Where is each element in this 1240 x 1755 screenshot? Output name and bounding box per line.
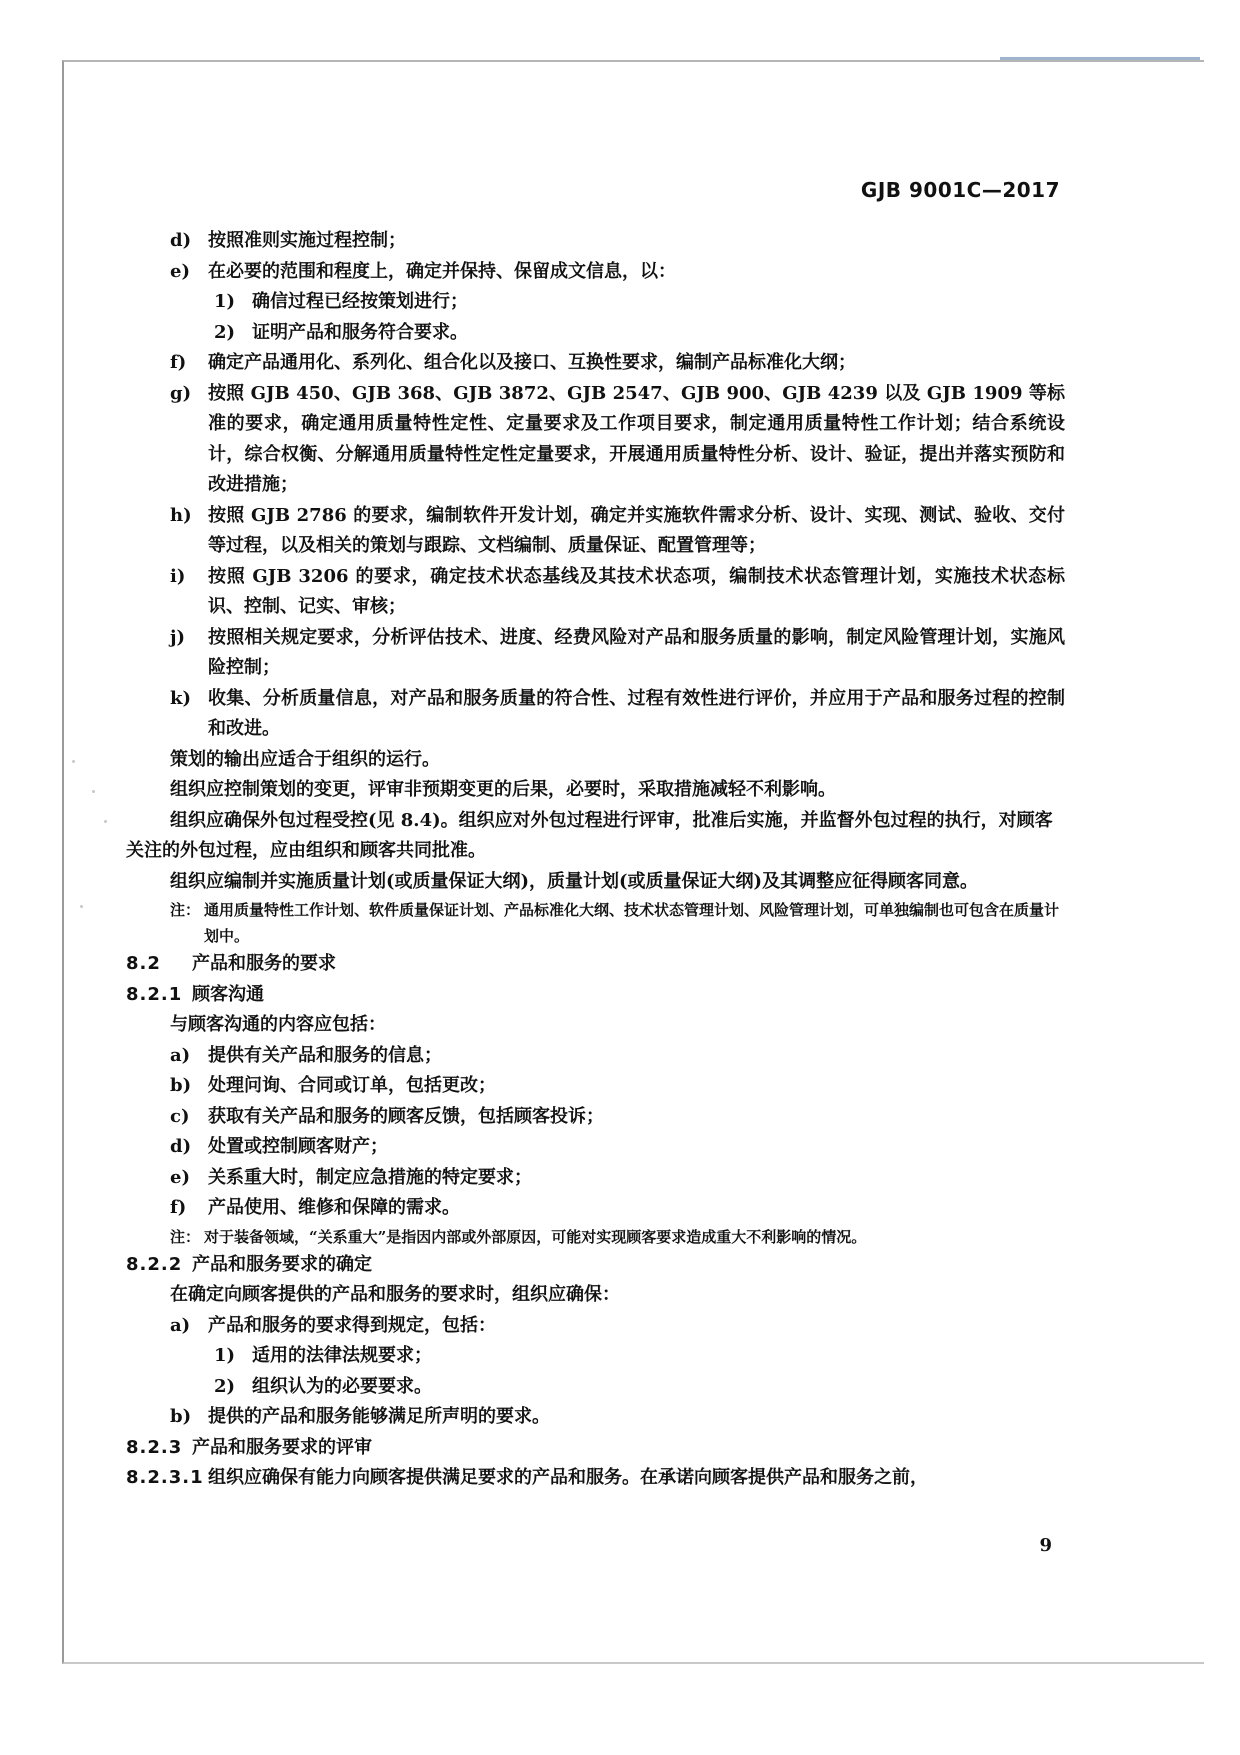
list-text: 处置或控制顾客财产； — [208, 1136, 388, 1157]
list-label: f) — [170, 352, 187, 373]
list-label: e) — [170, 260, 190, 282]
list-item — [170, 1193, 1065, 1224]
section-number: 8.2.3 — [126, 1436, 183, 1458]
list-label: b) — [170, 1406, 192, 1427]
list-label: 2) — [214, 321, 236, 343]
paragraph: 与顾客沟通的内容应包括： — [170, 1014, 386, 1035]
document-body — [126, 226, 1065, 1494]
list-item — [170, 1071, 1065, 1102]
list-item — [170, 1041, 1065, 1072]
note — [126, 897, 1065, 949]
section-heading — [126, 1463, 1065, 1494]
list-label: d) — [170, 230, 192, 251]
section-title: 产品和服务要求的确定 — [192, 1253, 372, 1275]
list-label: 1) — [214, 291, 236, 312]
sub-list-item — [170, 1372, 1065, 1403]
note-label: 注： — [170, 1227, 201, 1246]
list-label: 2) — [214, 1375, 236, 1397]
list-label: b) — [170, 1075, 192, 1096]
section-number: 8.2.3.1 — [126, 1467, 204, 1488]
list-item — [170, 562, 1065, 623]
paragraph: 策划的输出应适合于组织的运行。 — [170, 748, 440, 770]
section-number: 8.2.2 — [126, 1253, 183, 1275]
list-item — [170, 684, 1065, 745]
list-text: 按照 GJB 3206 的要求，确定技术状态基线及其技术状态项，编制技术状态管理计划，实施技术状态标识、控制、记实、审核； — [208, 565, 1065, 617]
list-text: 在必要的范围和程度上，确定并保持、保留成文信息，以： — [208, 260, 676, 282]
list-item — [170, 1102, 1065, 1133]
section-title: 产品和服务要求的评审 — [192, 1436, 372, 1458]
document-code: GJB 9001C—2017 — [860, 178, 1060, 202]
note — [126, 1224, 1065, 1250]
list-text: 处理问询、合同或订单，包括更改； — [208, 1075, 496, 1096]
list-item — [170, 257, 1065, 288]
top-edge-accent — [1000, 57, 1200, 60]
list-label: d) — [170, 1136, 192, 1157]
scan-speck — [92, 790, 95, 793]
list-label: c) — [170, 1105, 190, 1127]
section-number: 8.2 — [126, 953, 161, 974]
list-label: a) — [170, 1044, 191, 1066]
list-text: 按照相关规定要求，分析评估技术、进度、经费风险对产品和服务质量的影响，制定风险管理计划，实施风险控制； — [208, 626, 1065, 678]
list-item — [170, 1311, 1065, 1342]
list-text: 获取有关产品和服务的顾客反馈，包括顾客投诉； — [208, 1105, 604, 1127]
section-number: 8.2.1 — [126, 983, 183, 1005]
list-text: 确定产品通用化、系列化、组合化以及接口、互换性要求，编制产品标准化大纲； — [208, 352, 856, 373]
note-label: 注： — [170, 901, 201, 919]
note-text: 通用质量特性工作计划、软件质量保证计划、产品标准化大纲、技术状态管理计划、风险管理计划，可单独编制也可包含在质量计划中。 — [204, 901, 1060, 945]
note-text: 对于装备领域，“关系重大”是指因内部或外部原因，可能对实现顾客要求造成重大不利影响的情况。 — [204, 1227, 867, 1246]
paragraph: 组织应编制并实施质量计划(或质量保证大纲)，质量计划(或质量保证大纲)及其调整应征得顾客同意。 — [170, 870, 979, 892]
sub-list-item — [170, 318, 1065, 349]
list-item — [170, 1132, 1065, 1163]
list-item — [170, 623, 1065, 684]
section-title: 顾客沟通 — [192, 983, 264, 1005]
list-label: a) — [170, 1314, 191, 1336]
list-text: 提供有关产品和服务的信息； — [208, 1044, 442, 1066]
list-item — [170, 348, 1065, 379]
list-label: h) — [170, 504, 192, 526]
section-heading — [126, 1250, 1065, 1281]
sub-list-item — [170, 1341, 1065, 1372]
section-heading — [126, 1433, 1065, 1464]
list-label: e) — [170, 1166, 190, 1188]
list-text: 按照准则实施过程控制； — [208, 230, 406, 251]
section-heading — [126, 949, 1065, 980]
list-text: 提供的产品和服务能够满足所声明的要求。 — [208, 1406, 550, 1427]
paragraph: 组织应确保外包过程受控(见 8.4)。组织应对外包过程进行评审，批准后实施，并监督外包过程的执行，对顾客关注的外包过程，应由组织和顾客共同批准。 — [126, 809, 1053, 861]
list-label: f) — [170, 1197, 187, 1218]
list-item — [170, 379, 1065, 501]
scan-speck — [104, 820, 107, 823]
page-number: 9 — [1039, 1535, 1052, 1556]
list-text: 确信过程已经按策划进行； — [252, 291, 468, 312]
list-text: 证明产品和服务符合要求。 — [252, 321, 468, 343]
list-text: 产品使用、维修和保障的需求。 — [208, 1197, 460, 1218]
paragraph: 在确定向顾客提供的产品和服务的要求时，组织应确保： — [170, 1284, 620, 1305]
list-text: 产品和服务的要求得到规定，包括： — [208, 1314, 496, 1336]
list-label: k) — [170, 687, 191, 709]
section-text: 组织应确保有能力向顾客提供满足要求的产品和服务。在承诺向顾客提供产品和服务之前， — [208, 1467, 928, 1488]
list-text: 关系重大时，制定应急措施的特定要求； — [208, 1166, 532, 1188]
list-text: 按照 GJB 450、GJB 368、GJB 3872、GJB 2547、GJB 900、GJB 4239 以及 GJB 1909 等标准的要求，确定通用质量特性定性、定量要求及工作项目要求，制定通用质量特性工作计划；结合系统设计，综合权衡、分解通用质量特性定性定量要求，开展通用质量特性分析、设计、验证，提出并落实预防和改进措施； — [208, 382, 1065, 495]
section-heading — [126, 980, 1065, 1011]
paragraph: 组织应控制策划的变更，评审非预期变更的后果，必要时，采取措施减轻不利影响。 — [170, 779, 836, 800]
list-label: j) — [170, 626, 186, 648]
section-title: 产品和服务的要求 — [192, 953, 336, 974]
list-text: 按照 GJB 2786 的要求，编制软件开发计划，确定并实施软件需求分析、设计、实现、测试、验收、交付等过程，以及相关的策划与跟踪、文档编制、质量保证、配置管理等； — [208, 504, 1065, 556]
list-label: i) — [170, 565, 186, 587]
list-label: 1) — [214, 1345, 236, 1366]
scan-speck — [80, 905, 83, 908]
list-text: 组织认为的必要要求。 — [252, 1375, 432, 1397]
list-item — [170, 1402, 1065, 1433]
list-label: g) — [170, 382, 192, 404]
scan-speck — [72, 760, 75, 763]
list-item — [170, 1163, 1065, 1194]
list-item — [170, 226, 1065, 257]
sub-list-item — [170, 287, 1065, 318]
list-text: 收集、分析质量信息，对产品和服务质量的符合性、过程有效性进行评价，并应用于产品和服务过程的控制和改进。 — [208, 687, 1065, 739]
list-text: 适用的法律法规要求； — [252, 1345, 432, 1366]
list-item — [170, 501, 1065, 562]
